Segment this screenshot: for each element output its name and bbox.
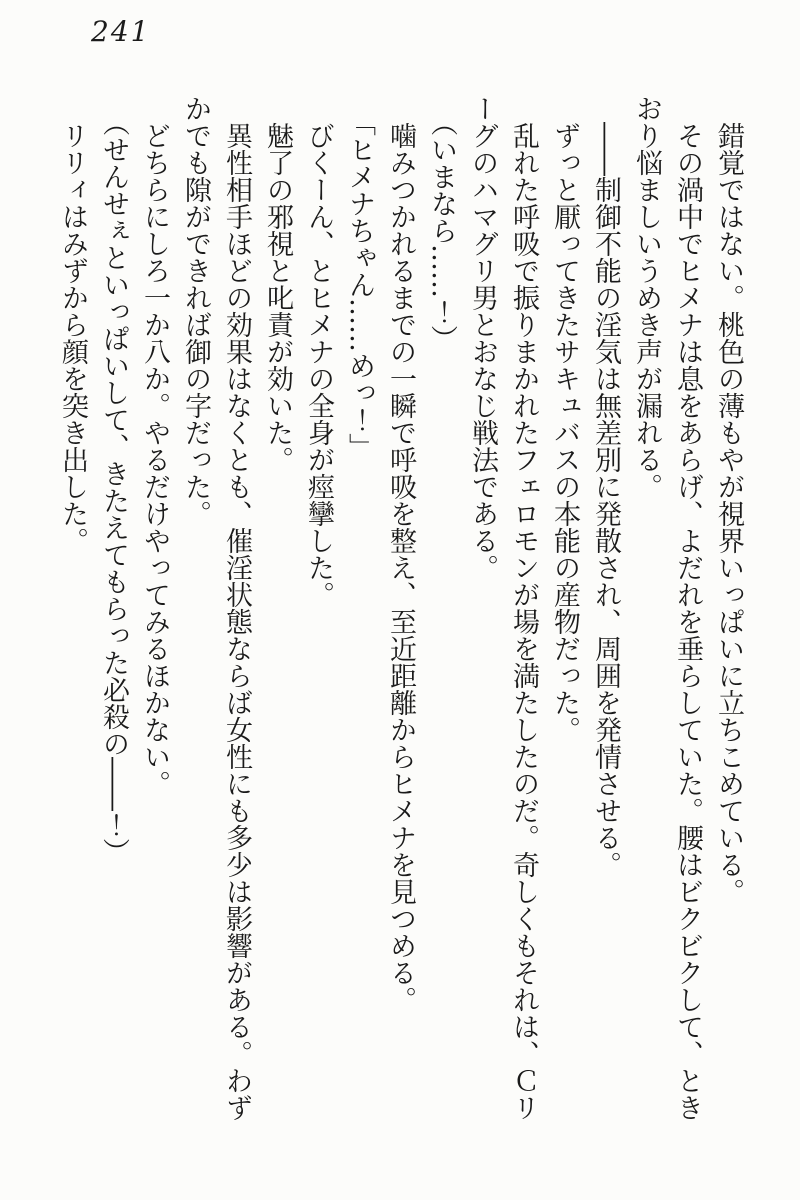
text-body — [47, 95, 749, 1130]
paragraph: 魅了の邪視と叱責が効いた。 — [262, 122, 293, 473]
paragraph: （せんせぇといっぱいして、きたえてもらった必殺の――！） — [98, 108, 129, 865]
paragraph: 異性相手ほどの効果はなくとも、催淫状態ならば女性にも多少は影響がある。わずかでも隙ができれば御の字だった。 — [180, 95, 252, 1121]
paragraph: 錯覚ではない。桃色の薄もやが視界いっぱいに立ちこめている。 — [713, 122, 744, 905]
paragraph: びくーん、とヒメナの全身が痙攣した。 — [303, 122, 334, 608]
paragraph: ――制御不能の淫気は無差別に発散され、周囲を発情させる。 — [590, 122, 621, 878]
paragraph: ずっと厭ってきたサキュバスの本能の産物だった。 — [549, 122, 580, 743]
paragraph: どちらにしろ一か八か。やるだけやってみるほかない。 — [139, 122, 170, 797]
paragraph: リリィはみずから顔を突き出した。 — [57, 122, 88, 554]
paragraph: その渦中でヒメナは息をあらげ、よだれを垂らしていた。腰はビクビクして、ときおり悩ましいうめき声が漏れる。 — [631, 95, 703, 1121]
paragraph: 「ヒメナちゃん……めっ！」 — [344, 108, 375, 460]
paragraph: （いまなら……！） — [426, 108, 457, 352]
page-number: 241 — [91, 15, 151, 48]
paragraph: 噛みつかれるまでの一瞬で呼吸を整え、至近距離からヒメナを見つめる。 — [385, 122, 416, 1013]
paragraph: 乱れた呼吸で振りまかれたフェロモンが場を満たしたのだ。奇しくもそれは、Ｃリーグのハマグリ男とおなじ戦法である。 — [467, 95, 539, 1121]
